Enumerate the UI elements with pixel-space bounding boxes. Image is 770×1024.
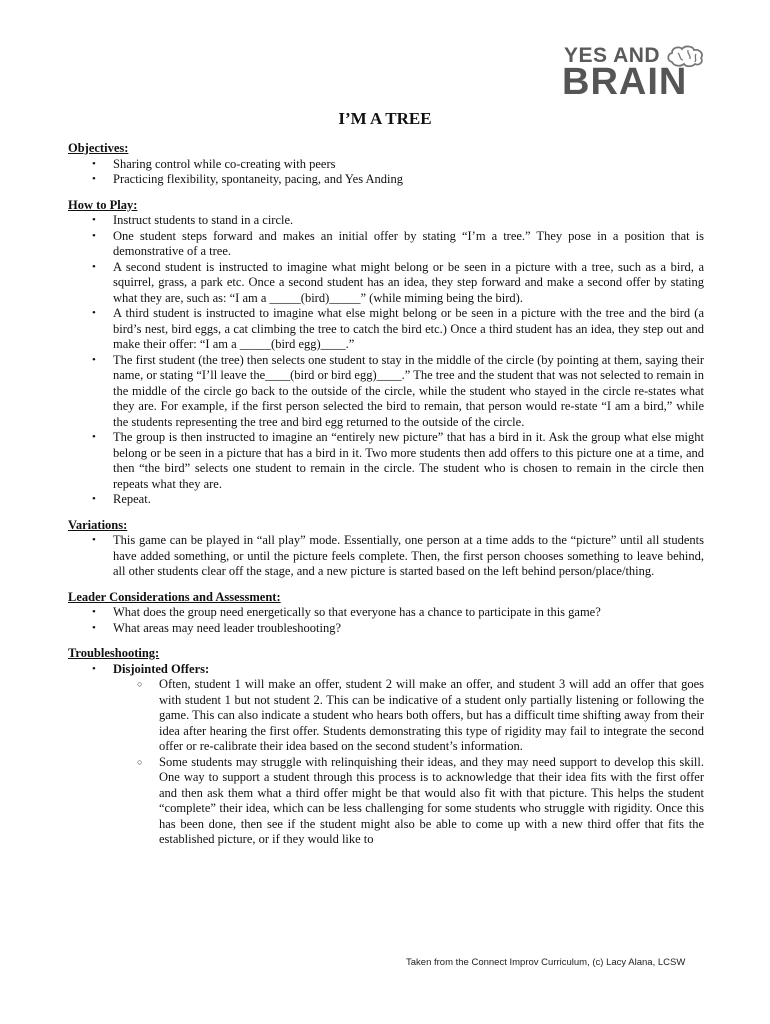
how-to-play-list: [68, 213, 704, 508]
list-item: • Sharing control while co-creating with peers: [113, 157, 704, 173]
list-item: • One student steps forward and makes an initial offer by stating “I’m a tree.” They pose in a position that is demonstrative of a tree.: [113, 229, 704, 260]
how-to-play-heading: How to Play:: [68, 197, 138, 212]
list-item: • The first student (the tree) then selects one student to stay in the middle of the circle (by pointing at them, saying their name, or stating “I’ll leave the____(bird or bird egg)____.” The tree and the student that was not selected to remain in the middle of the circle go back to the outside of the circle, while the student who stayed in the circle re-states what they are. For example, if the first person selected the bird to remain, that person would re-state “I am a bird,” while the students representing the tree and bird egg returned to the outside of the circle.: [113, 353, 704, 431]
list-item: • What does the group need energetically so that everyone has a chance to participate in this game?: [113, 605, 704, 621]
logo-line2: BRAIN: [562, 61, 688, 103]
list-item: • A third student is instructed to imagine what else might belong or be seen in a picture with the tree and the bird (a bird’s nest, bird eggs, a cat climbing the tree to catch the bird etc.) Once a third student has an idea, they step out and make their offer: “I am a _____(bird egg)____.”: [113, 306, 704, 353]
list-item: • Instruct students to stand in a circle.: [113, 213, 704, 229]
leader-heading: Leader Considerations and Assessment:: [68, 589, 281, 604]
list-item: • Repeat.: [113, 492, 704, 508]
document-body: [68, 141, 704, 848]
list-item: • This game can be played in “all play” mode. Essentially, one person at a time adds to the “picture” until all students have added something, or until the picture feels complete. Then, the first person chooses something to leave behind, all other students clear off the stage, and a new picture is started based on the left behind person/place/thing.: [113, 533, 704, 580]
objectives-heading: Objectives:: [68, 141, 129, 155]
list-item: • The group is then instructed to imagine an “entirely new picture” that has a bird in it. Ask the group what else might belong or be seen in a picture that has a bird in it. Two more students then add offers to this picture one at a time, and then “the bird” selects one student to remain in the circle. The student who is chosen to remain in the circle then repeats what they are.: [113, 430, 704, 492]
troubleshooting-heading: Troubleshooting:: [68, 646, 160, 660]
objectives-list: [68, 157, 704, 188]
page-title: I’M A TREE: [338, 109, 432, 128]
disjointed-offers-subheading: Disjointed Offers:: [113, 661, 210, 676]
list-item: • What areas may need leader troubleshooting?: [113, 621, 704, 637]
leader-list: [68, 605, 704, 636]
variations-heading: Variations:: [68, 517, 128, 532]
variations-list: [68, 533, 704, 580]
yes-and-brain-logo: [562, 44, 708, 102]
logo-line1: YES AND: [564, 44, 661, 67]
list-item: • A second student is instructed to imagine what might belong or be seen in a picture with a tree, such as a bird, a squirrel, grass, a park etc. Once a second student has an idea, they step forward and make a second offer by stating what they are, such as: “I am a _____(bird)_____” (while miming being the bird).: [113, 260, 704, 307]
list-item: ○ Some students may struggle with relinquishing their ideas, and they may need support to develop this skill. One way to support a student through this process is to acknowledge that their idea fits with the first offer and then ask them what a third offer might be that would also fit with that picture. This helps the student “complete” their idea, which can be less challenging for some students who struggle with rigidity. Once this has been done, then see if the student might also be able to come up with a new third offer that fits the established picture, or if they would like to: [159, 755, 704, 848]
list-item: [113, 662, 704, 848]
list-item: • Practicing flexibility, spontaneity, pacing, and Yes Anding: [113, 172, 704, 188]
list-item: ○ Often, student 1 will make an offer, student 2 will make an offer, and student 3 will add an offer that goes with student 1 but not student 2. This can be indicative of a student only partially listening or following the game. This can also indicate a student who hears both offers, but has a difficult time shifting away from their idea after hearing the first offer. Students demonstrating this type of rigidity may fail to integrate the second offer or re-calibrate their idea based on the second student’s information.: [159, 677, 704, 755]
troubleshooting-list: [68, 662, 704, 848]
troubleshooting-sublist: [113, 677, 704, 848]
footer-credit: Taken from the Connect Improv Curriculum, (c) Lacy Alana, LCSW: [406, 957, 686, 968]
